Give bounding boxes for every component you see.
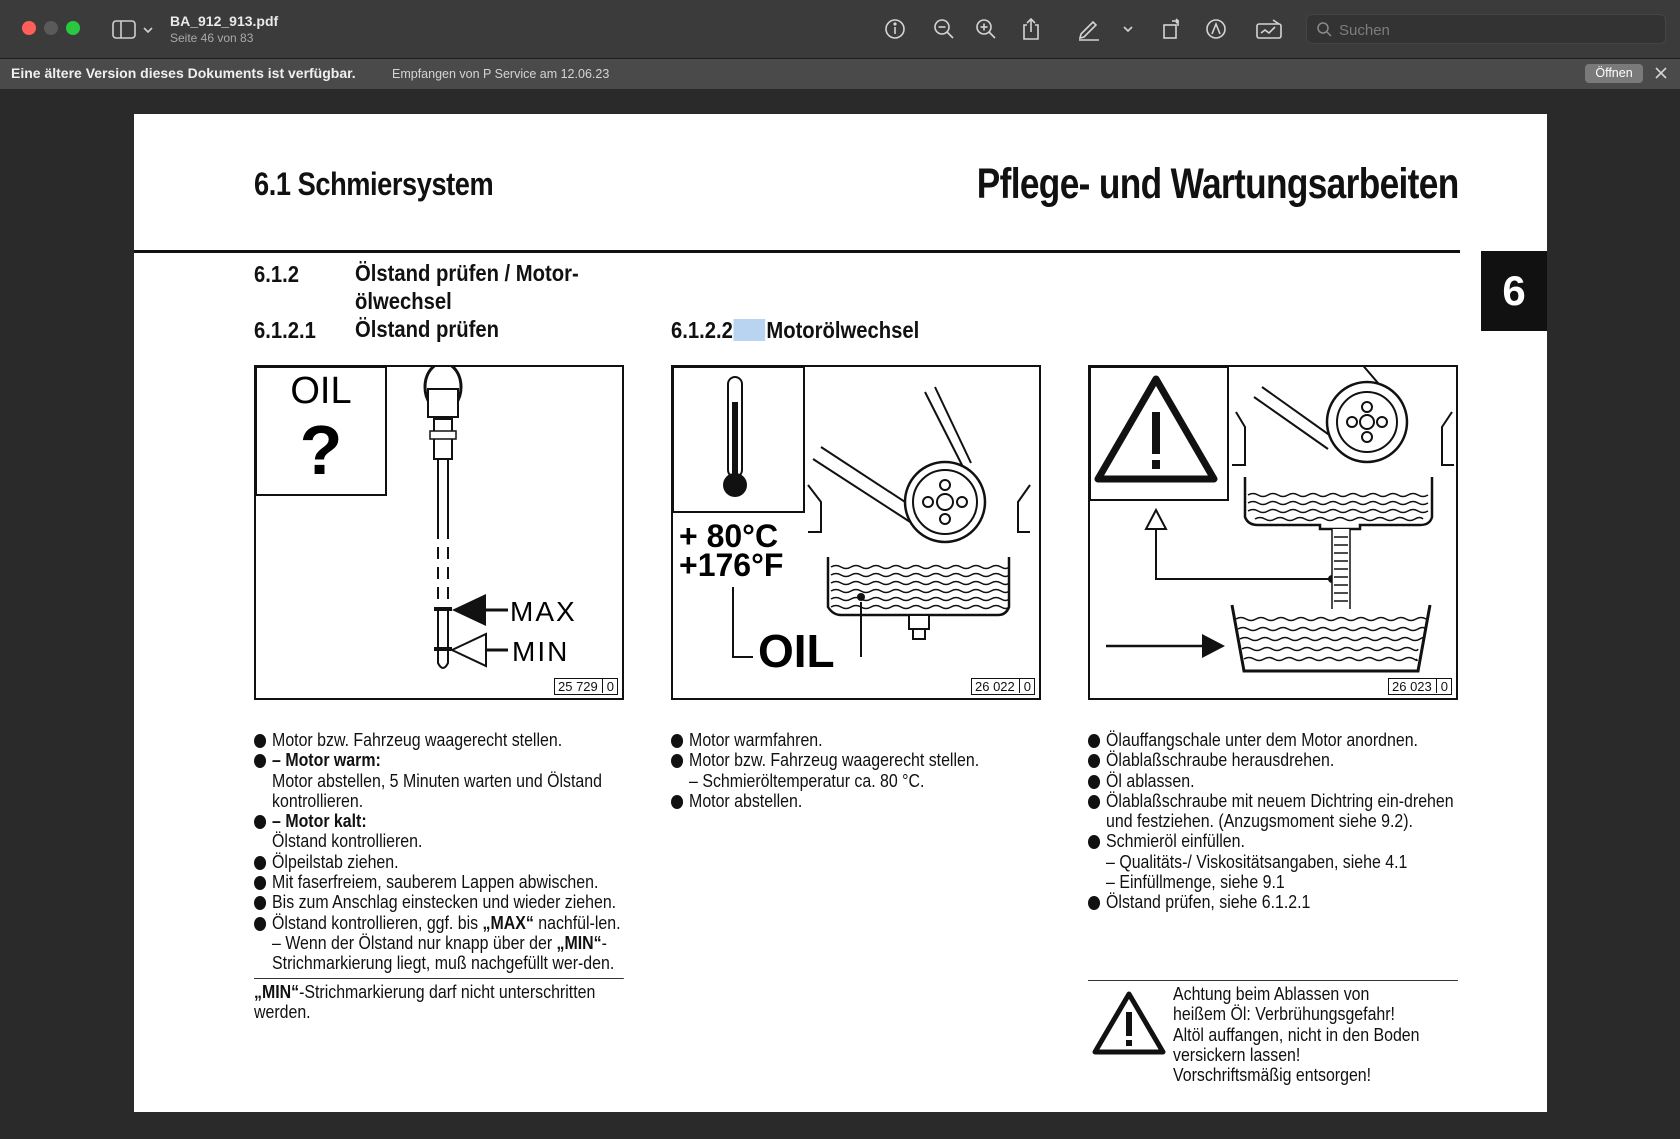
- item-text: – Wenn der Ölstand nur knapp über der: [272, 931, 557, 953]
- temp-celsius: + 80°C: [679, 518, 779, 554]
- list-item: Ölablaßschraube mit neuem Dichtring ein-drehen und festziehen. (Anzugsmoment siehe 9.2).: [1088, 791, 1458, 832]
- list-item: Ölauffangschale unter dem Motor anordnen.: [1088, 730, 1458, 750]
- instructions-warm-up: [671, 730, 1101, 811]
- zoom-out-icon: [930, 16, 958, 42]
- list-item: Motor warmfahren.: [671, 730, 1041, 750]
- oil-drain-illustration: [1090, 367, 1456, 698]
- section-title-line: ölwechsel: [355, 288, 452, 314]
- title-bar: [0, 0, 1680, 59]
- zoom-in-icon: [972, 16, 1000, 42]
- emphasis: – Motor warm:: [272, 749, 381, 771]
- chapter-tab: 6: [1481, 251, 1547, 331]
- oil-label: OIL: [290, 370, 352, 412]
- header-rule: [134, 250, 1460, 253]
- emphasis: „MIN“: [556, 931, 602, 953]
- list-subitem: – Einfüllmenge, siehe 9.1: [1106, 871, 1285, 893]
- figure-id: [1388, 678, 1452, 695]
- info-button[interactable]: [881, 16, 909, 42]
- list-subitem: – Schmieröltemperatur ca. 80 °C.: [689, 769, 925, 791]
- subsection-title: Ölstand prüfen: [355, 316, 499, 342]
- min-label: MIN: [512, 636, 570, 667]
- list-item: Ölstand prüfen, siehe 6.1.2.1: [1088, 892, 1458, 912]
- figure-id: [554, 678, 618, 695]
- text-selection-highlight: [734, 319, 766, 341]
- annotate-button[interactable]: [1202, 16, 1230, 42]
- figure-oil-drain: [1088, 365, 1458, 700]
- instructions-check-oil: [254, 730, 684, 1022]
- rotate-button[interactable]: [1158, 16, 1186, 42]
- list-subitem: [272, 933, 624, 974]
- notice-message: Eine ältere Version dieses Dokuments ist verfügbar.: [11, 65, 356, 81]
- hot-oil-warning: [1088, 980, 1458, 1086]
- list-item: Mit faserfreiem, sauberem Lappen abwischen.: [254, 872, 624, 892]
- figure-id: [971, 678, 1035, 695]
- list-item: [254, 750, 624, 811]
- question-mark: ?: [299, 411, 343, 489]
- warning-triangle-icon: [1090, 989, 1168, 1057]
- figure-id-suffix: 0: [1440, 679, 1448, 694]
- sign-button[interactable]: [1255, 16, 1287, 42]
- list-item: Ölpeilstab ziehen.: [254, 852, 624, 872]
- close-window-button[interactable]: [22, 21, 36, 35]
- figure-id-number: 26 023: [1392, 679, 1432, 694]
- version-notice-bar: [0, 59, 1680, 89]
- warning-text: [1173, 984, 1465, 1085]
- warm-engine-illustration: [673, 367, 1039, 698]
- note-text: -Strichmarkierung darf nicht unterschritten werden.: [254, 980, 596, 1022]
- share-icon: [1017, 16, 1045, 42]
- emphasis: – Motor kalt:: [272, 810, 367, 832]
- sidebar-icon: [110, 18, 158, 42]
- warning-line: Altöl auffangen, nicht in den Boden: [1173, 1023, 1420, 1045]
- subsection-number-text: 6.1.2.2: [671, 317, 733, 343]
- list-item: Ölablaßschraube herausdrehen.: [1088, 750, 1458, 770]
- header-chapter-title: Pflege- und Wartungsarbeiten: [977, 160, 1459, 208]
- list-item: Motor abstellen.: [671, 791, 1041, 811]
- section-title-line: Ölstand prüfen / Motor-: [355, 260, 579, 286]
- rotate-icon: [1158, 16, 1186, 42]
- instructions-oil-change: [1088, 730, 1518, 913]
- list-subitem: – Qualitäts-/ Viskositätsangaben, siehe 4.1: [1106, 850, 1408, 872]
- page-indicator: Seite 46 von 83: [170, 31, 254, 45]
- max-label: MAX: [510, 596, 577, 627]
- emphasis: „MIN“: [254, 980, 300, 1002]
- item-text: -Strichmarkierung liegt, muß nachgefüllt wer-den.: [272, 931, 615, 974]
- oil-label: OIL: [758, 625, 835, 677]
- list-item: [254, 913, 624, 933]
- zoom-in-button[interactable]: [972, 16, 1000, 42]
- notice-detail: Empfangen von P Service am 12.06.23: [392, 67, 610, 81]
- temp-fahrenheit: +176°F: [679, 547, 784, 583]
- header-section-title: 6.1 Schmiersystem: [254, 166, 494, 202]
- search-field[interactable]: [1306, 14, 1666, 44]
- warning-line: heißem Öl: Verbrühungsgefahr!: [1173, 1003, 1395, 1025]
- list-item: Bis zum Anschlag einstecken und wieder ziehen.: [254, 892, 624, 912]
- figure-id-number: 25 729: [558, 679, 598, 694]
- section-title: [355, 259, 579, 315]
- warning-line: Vorschriftsmäßig entsorgen!: [1173, 1064, 1372, 1086]
- search-input[interactable]: [1337, 18, 1661, 42]
- markup-pen-icon: [1075, 16, 1103, 42]
- sidebar-toggle-button[interactable]: [110, 18, 158, 42]
- item-text: nachfül-len.: [533, 911, 621, 933]
- document-title: BA_912_913.pdf: [170, 13, 279, 29]
- list-item: Öl ablassen.: [1088, 771, 1458, 791]
- subsection-number-2: [671, 317, 919, 344]
- list-item: Schmieröl einfüllen.: [1088, 831, 1458, 851]
- markup-button[interactable]: [1075, 16, 1103, 42]
- markup-options-button[interactable]: [1114, 16, 1132, 42]
- figure-id-suffix: 0: [1023, 679, 1031, 694]
- figure-dipstick: [254, 365, 624, 700]
- share-button[interactable]: [1017, 16, 1045, 42]
- emphasis: „MAX“: [482, 911, 534, 933]
- sign-icon: [1255, 16, 1283, 42]
- list-item: Motor bzw. Fahrzeug waagerecht stellen.: [254, 730, 624, 750]
- search-icon: [1315, 20, 1335, 40]
- note: [254, 978, 624, 1023]
- subsection-number: 6.1.2.1: [254, 317, 316, 343]
- chevron-down-icon: [1114, 16, 1142, 42]
- list-item: [254, 811, 624, 852]
- zoom-out-button[interactable]: [930, 16, 958, 42]
- close-notice-icon[interactable]: [1651, 63, 1671, 83]
- figure-id-number: 26 022: [975, 679, 1015, 694]
- warning-line: Achtung beim Ablassen von: [1173, 983, 1370, 1004]
- fullscreen-window-button[interactable]: [66, 21, 80, 35]
- warning-line: versickern lassen!: [1173, 1043, 1301, 1065]
- item-text: Ölstand kontrollieren.: [272, 830, 423, 852]
- item-text: Motor abstellen, 5 Minuten warten und Ölstand kontrollieren.: [272, 769, 602, 811]
- pdf-page: [134, 114, 1547, 1112]
- subsection-title-2: Motorölwechsel: [766, 317, 920, 343]
- minimize-window-button[interactable]: [44, 21, 58, 35]
- section-number: 6.1.2: [254, 261, 300, 287]
- list-item: Motor bzw. Fahrzeug waagerecht stellen.: [671, 750, 1041, 770]
- markup-circle-icon: [1202, 16, 1230, 42]
- dipstick-illustration: [256, 367, 622, 698]
- figure-warm-engine: [671, 365, 1041, 700]
- item-text: Ölstand kontrollieren, ggf. bis: [272, 911, 483, 933]
- info-icon: [881, 16, 909, 42]
- open-older-version-button[interactable]: Öffnen: [1585, 64, 1643, 83]
- figure-id-suffix: 0: [606, 679, 614, 694]
